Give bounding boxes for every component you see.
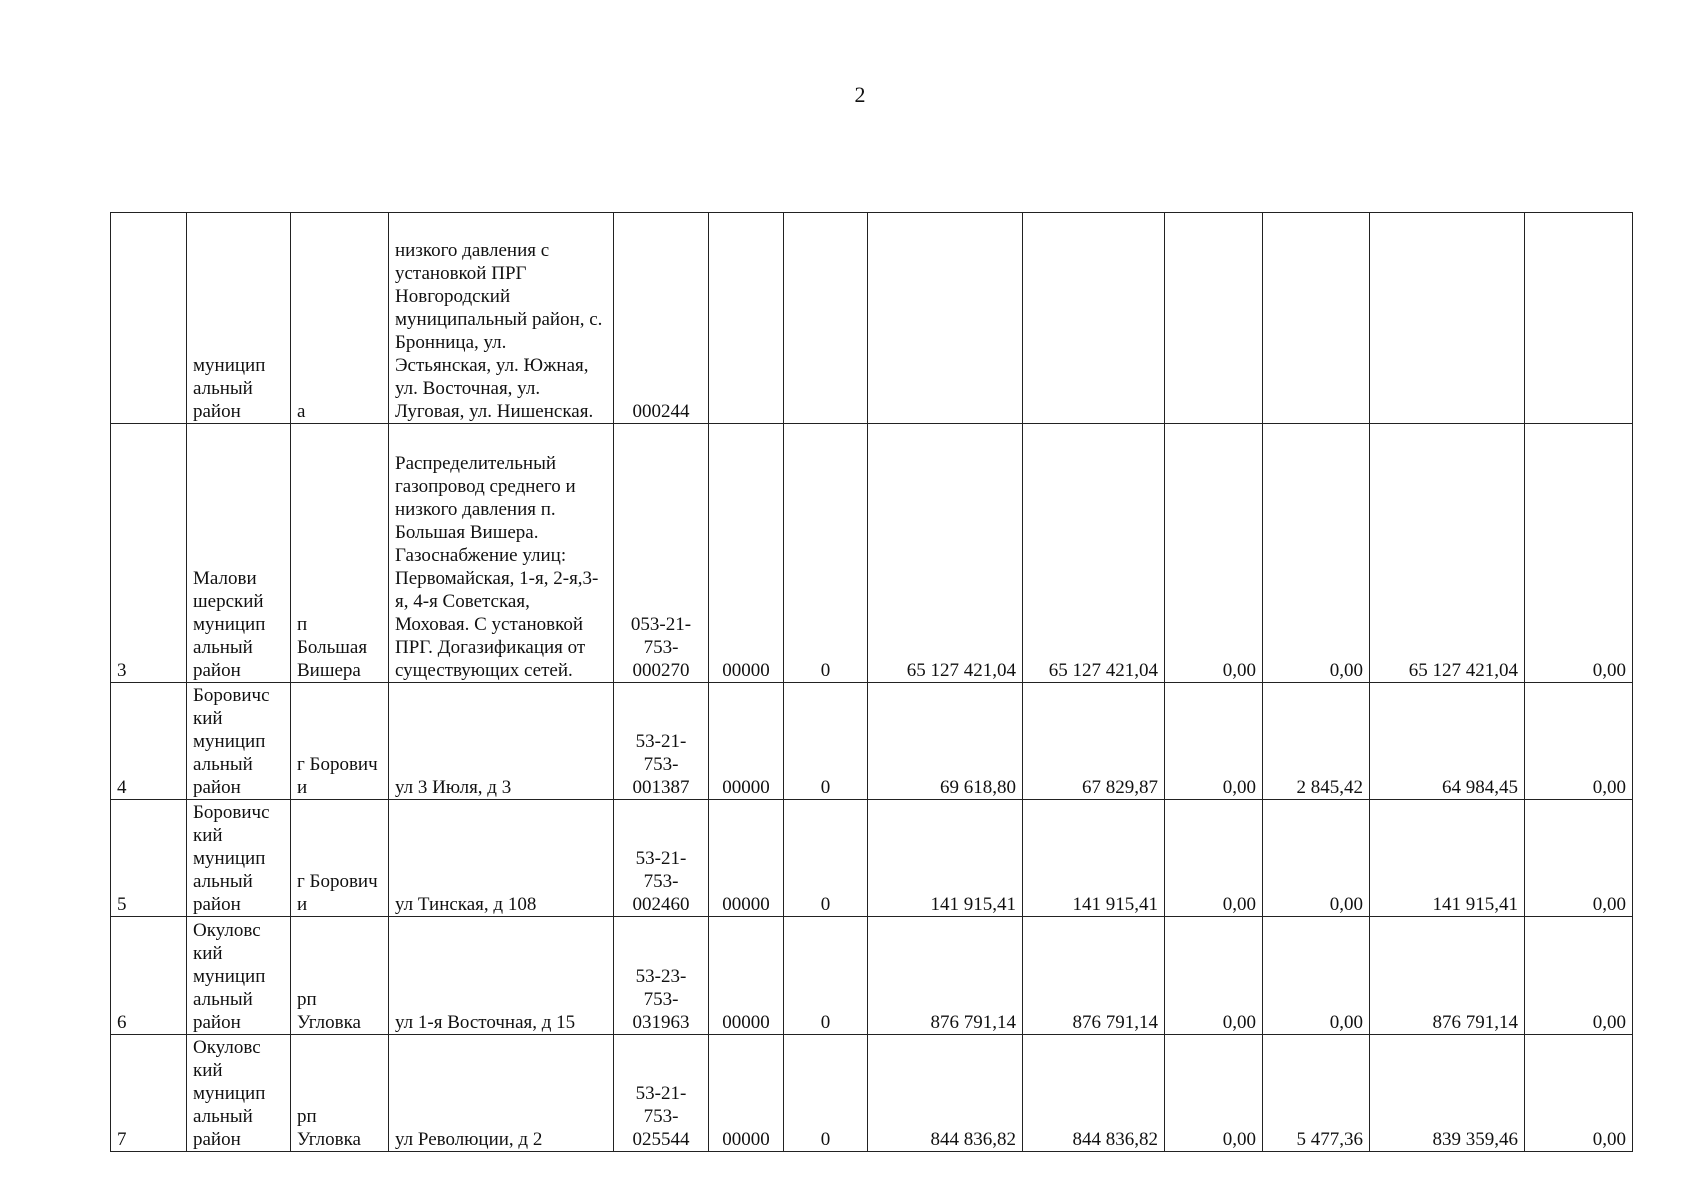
table-row: [111, 424, 1633, 683]
value-cell: 65 127 421,04: [1023, 424, 1165, 683]
page-number: 2: [854, 82, 866, 107]
address-cell: ул 3 Июля, д 3: [389, 683, 614, 800]
code-cell: 000244: [614, 213, 709, 424]
district-cell: Малови шерский муницип альный район: [187, 424, 291, 683]
address-cell: ул Революции, д 2: [389, 1035, 614, 1152]
value-cell: 0,00: [1525, 683, 1633, 800]
value-cell: 844 836,82: [868, 1035, 1023, 1152]
locality-cell: рп Угловка: [291, 1035, 389, 1152]
value-cell: 876 791,14: [1023, 917, 1165, 1035]
address-cell: ул Тинская, д 108: [389, 800, 614, 917]
value-cell: 839 359,46: [1370, 1035, 1525, 1152]
value-cell: 0,00: [1525, 424, 1633, 683]
code3-cell: [784, 213, 868, 424]
row-index: 3: [111, 424, 187, 683]
value-cell: 0,00: [1165, 424, 1263, 683]
value-cell: 65 127 421,04: [868, 424, 1023, 683]
table-row: [111, 1035, 1633, 1152]
code2-cell: 00000: [709, 917, 784, 1035]
code2-cell: 00000: [709, 1035, 784, 1152]
locality-cell: а: [291, 213, 389, 424]
address-cell: Распределительный газопровод среднего и низкого давления п. Большая Вишера. Газоснабжение улиц: Первомайская, 1-я, 2-я,3-я, 4-я Советская, Моховая. С установкой ПРГ. Догазификация от существующих сетей.: [389, 424, 614, 683]
value-cell: [1370, 213, 1525, 424]
table-row: [111, 800, 1633, 917]
code2-cell: [709, 213, 784, 424]
code-cell: 053-21-753-000270: [614, 424, 709, 683]
value-cell: 0,00: [1263, 800, 1370, 917]
value-cell: 0,00: [1165, 917, 1263, 1035]
district-cell: Окуловс кий муницип альный район: [187, 1035, 291, 1152]
value-cell: 64 984,45: [1370, 683, 1525, 800]
district-cell: муницип альный район: [187, 213, 291, 424]
row-index: 4: [111, 683, 187, 800]
table-row: [111, 917, 1633, 1035]
value-cell: [1525, 213, 1633, 424]
value-cell: 141 915,41: [1023, 800, 1165, 917]
code3-cell: 0: [784, 683, 868, 800]
code-cell: 53-21-753-002460: [614, 800, 709, 917]
value-cell: [868, 213, 1023, 424]
code2-cell: 00000: [709, 424, 784, 683]
value-cell: 2 845,42: [1263, 683, 1370, 800]
code3-cell: 0: [784, 1035, 868, 1152]
row-index: 6: [111, 917, 187, 1035]
value-cell: 0,00: [1263, 424, 1370, 683]
code2-cell: 00000: [709, 683, 784, 800]
value-cell: [1165, 213, 1263, 424]
value-cell: 69 618,80: [868, 683, 1023, 800]
value-cell: [1263, 213, 1370, 424]
code-cell: 53-21-753-001387: [614, 683, 709, 800]
value-cell: 5 477,36: [1263, 1035, 1370, 1152]
locality-cell: г Борович и: [291, 800, 389, 917]
value-cell: 0,00: [1165, 800, 1263, 917]
row-index: [111, 213, 187, 424]
locality-cell: п Большая Вишера: [291, 424, 389, 683]
locality-cell: г Борович и: [291, 683, 389, 800]
address-cell: ул 1-я Восточная, д 15: [389, 917, 614, 1035]
locality-cell: рп Угловка: [291, 917, 389, 1035]
value-cell: 0,00: [1525, 917, 1633, 1035]
row-index: 7: [111, 1035, 187, 1152]
district-cell: Окуловс кий муницип альный район: [187, 917, 291, 1035]
value-cell: [1023, 213, 1165, 424]
code3-cell: 0: [784, 917, 868, 1035]
code3-cell: 0: [784, 424, 868, 683]
value-cell: 844 836,82: [1023, 1035, 1165, 1152]
code-cell: 53-21-753-025544: [614, 1035, 709, 1152]
table-row: [111, 213, 1633, 424]
table-row: [111, 683, 1633, 800]
value-cell: 0,00: [1165, 683, 1263, 800]
district-cell: Боровичс кий муницип альный район: [187, 683, 291, 800]
data-table: [110, 212, 1633, 1152]
row-index: 5: [111, 800, 187, 917]
value-cell: 0,00: [1263, 917, 1370, 1035]
value-cell: 65 127 421,04: [1370, 424, 1525, 683]
address-cell: низкого давления с установкой ПРГ Новгородский муниципальный район, с. Бронница, ул. Эстьянская, ул. Южная, ул. Восточная, ул. Луговая, ул. Нишенская.: [389, 213, 614, 424]
value-cell: 0,00: [1525, 800, 1633, 917]
code-cell: 53-23-753-031963: [614, 917, 709, 1035]
code2-cell: 00000: [709, 800, 784, 917]
district-cell: Боровичс кий муницип альный район: [187, 800, 291, 917]
value-cell: 876 791,14: [868, 917, 1023, 1035]
value-cell: 141 915,41: [1370, 800, 1525, 917]
code3-cell: 0: [784, 800, 868, 917]
value-cell: 876 791,14: [1370, 917, 1525, 1035]
value-cell: 67 829,87: [1023, 683, 1165, 800]
value-cell: 0,00: [1525, 1035, 1633, 1152]
value-cell: 0,00: [1165, 1035, 1263, 1152]
value-cell: 141 915,41: [868, 800, 1023, 917]
